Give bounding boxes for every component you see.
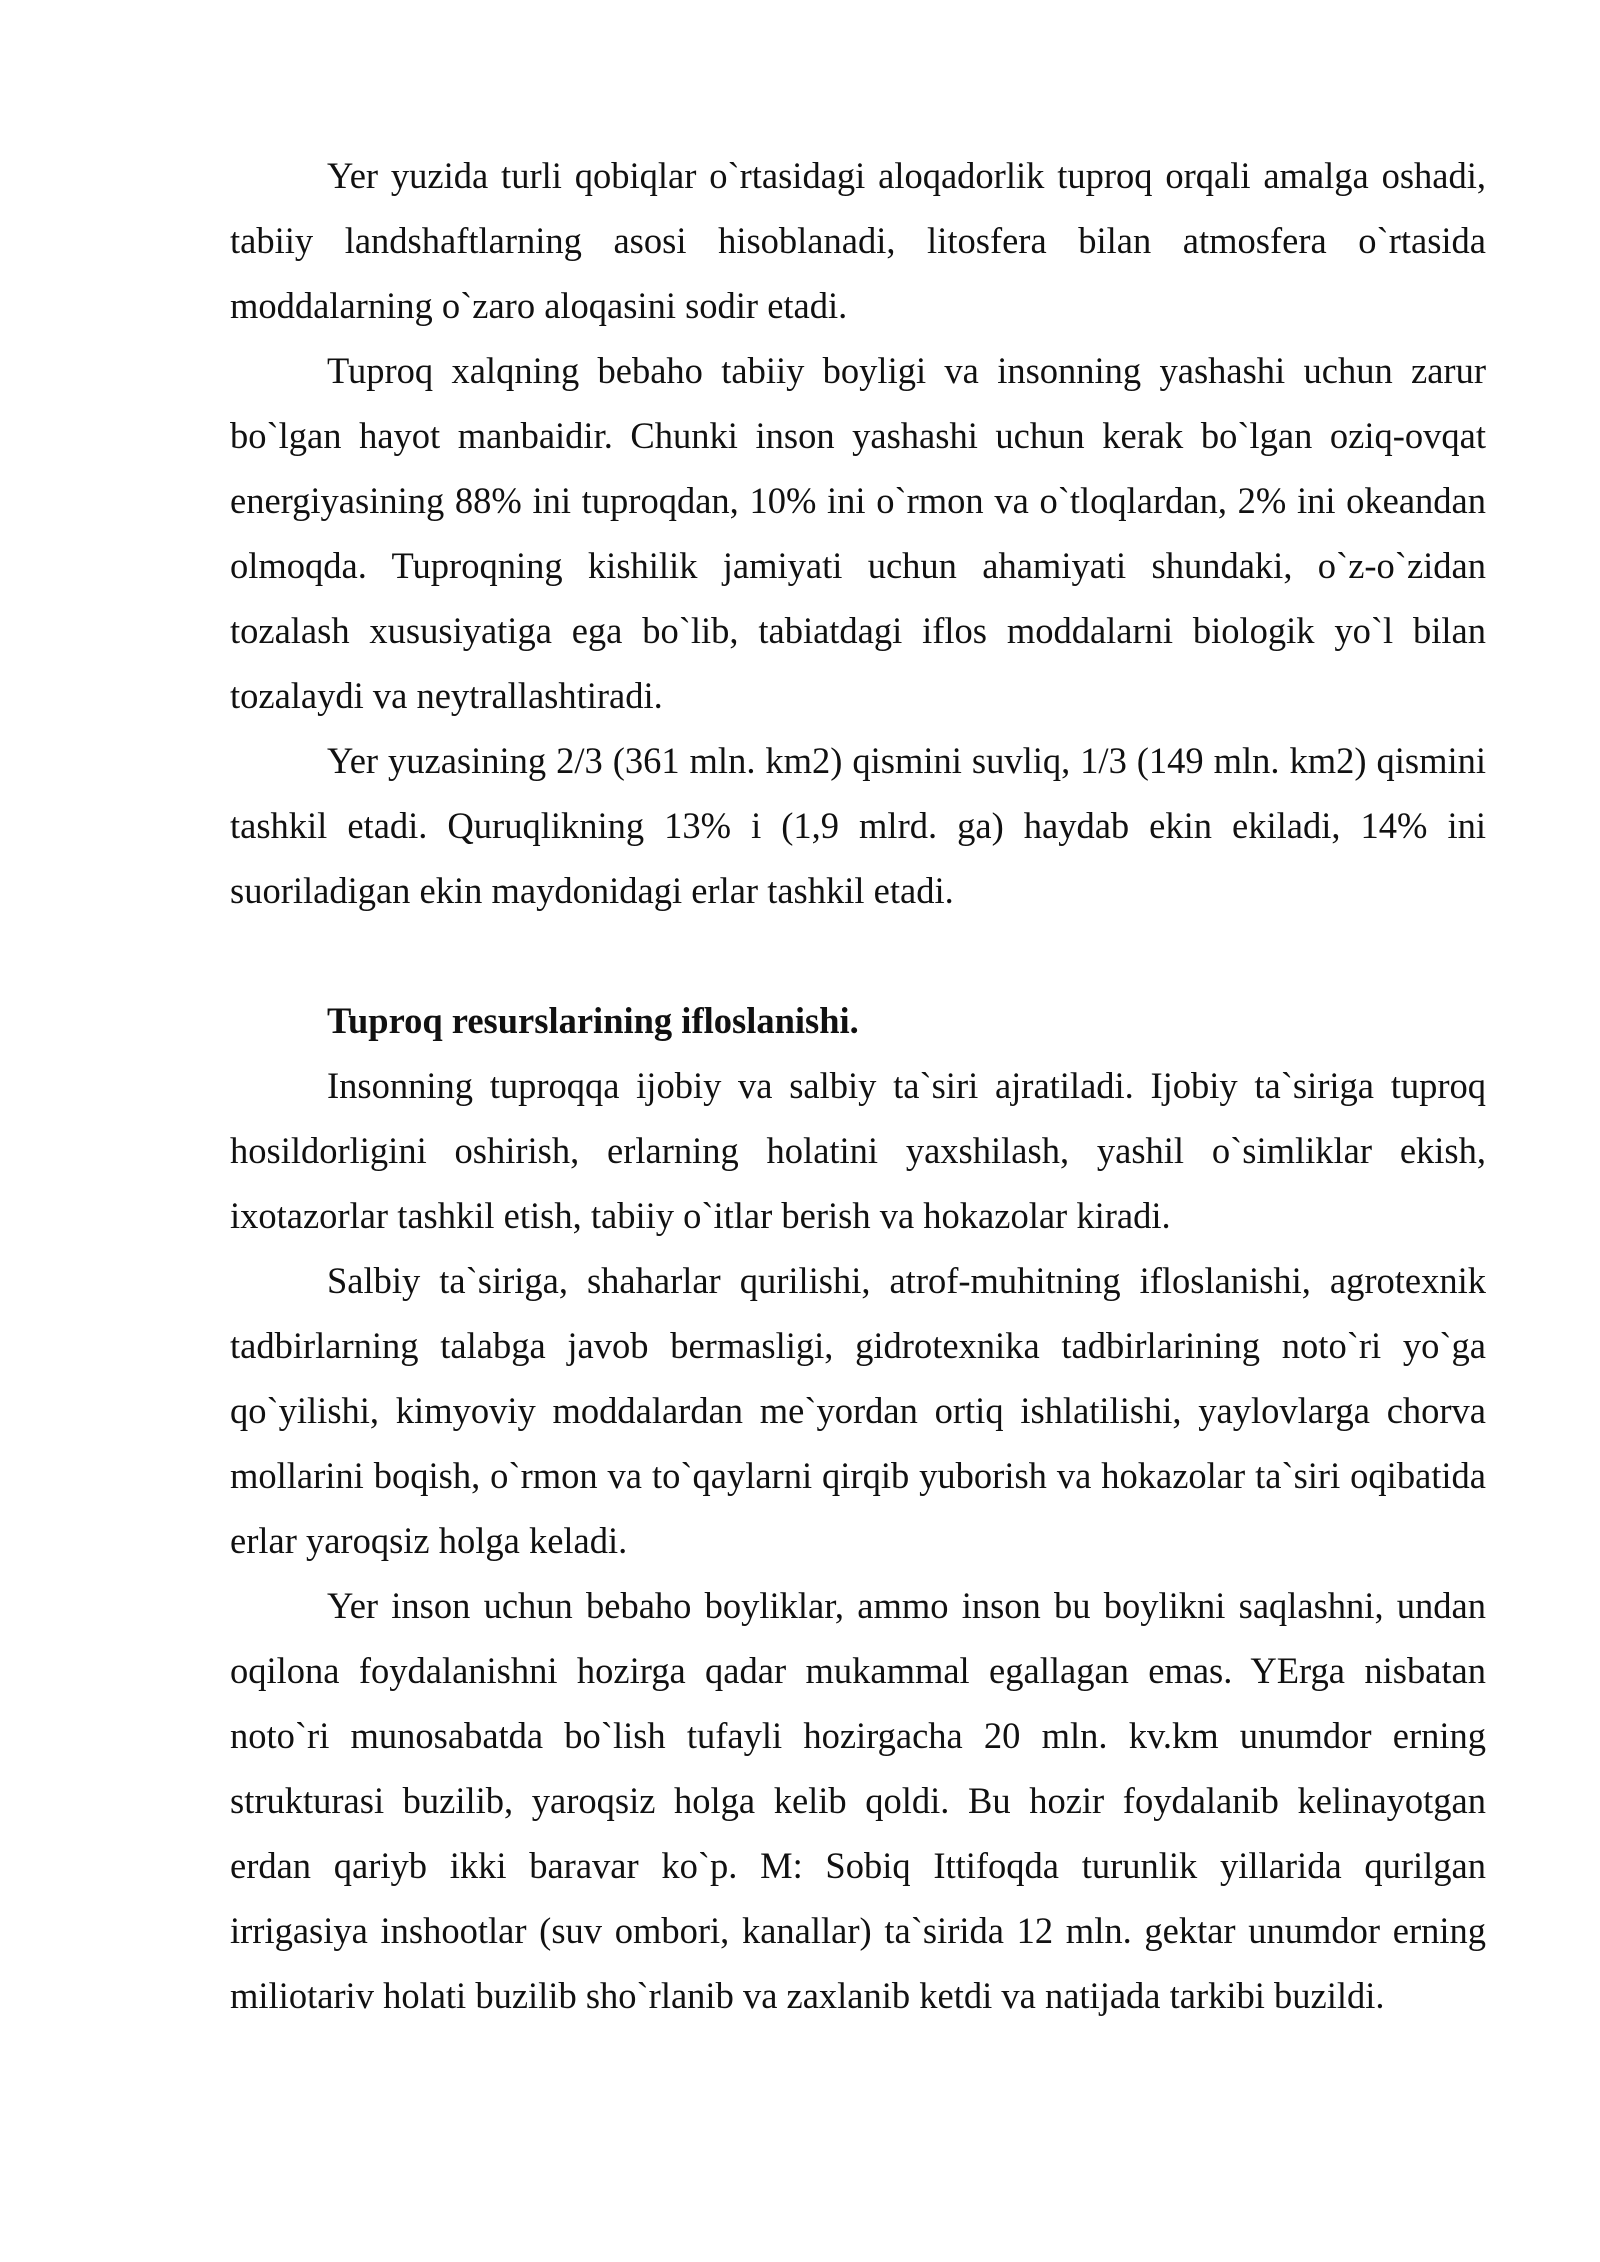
document-body [230,143,1486,2028]
section-spacer [230,923,1486,988]
paragraph-land-degradation: Yer inson uchun bebaho boyliklar, ammo inson bu boylikni saqlashni, undan oqilona foydalanishni hozirga qadar mukammal egallagan emas. YErga nisbatan noto`ri munosabatda bo`lish tufayli hozirgacha 20 mln. kv.km unumdor erning strukturasi buzilib, yaroqsiz holga kelib qoldi. Bu hozir foydalanib kelinayotgan erdan qariyb ikki baravar ko`p. M: Sobiq Ittifoqda turunlik yillarida qurilgan irrigasiya inshootlar (suv ombori, kanallar) ta`sirida 12 mln. gektar unumdor erning miliotariv holati buzilib sho`rlanib va zaxlanib ketdi va natijada tarkibi buzildi. [230,1585,1486,2016]
paragraph-soil-wealth: Tuproq xalqning bebaho tabiiy boyligi va insonning yashashi uchun zarur bo`lgan hayot manbaidir. Chunki inson yashashi uchun kerak bo`lgan oziq-ovqat energiyasining 88% ini tuproqdan, 10% ini o`rmon va o`tloqlardan, 2% ini okeandan olmoqda. Tuproqning kishilik jamiyati uchun ahamiyati shundaki, o`z-o`zidan tozalash xususiyatiga ega bo`lib, tabiatdagi iflos moddalarni biologik yo`l bilan tozalaydi va neytrallashtiradi. [230,350,1486,716]
paragraph-land-surface: Yer yuzasining 2/3 (361 mln. km2) qismini suvliq, 1/3 (149 mln. km2) qismini tashkil etadi. Quruqlikning 13% i (1,9 mlrd. ga) haydab ekin ekiladi, 14% ini suoriladigan ekin maydonidagi erlar tashkil etadi. [230,740,1486,911]
section-heading: Tuproq resurslarining ifloslanishi. [327,1000,859,1041]
paragraph-human-impact: Insonning tuproqqa ijobiy va salbiy ta`siri ajratiladi. Ijobiy ta`siriga tuproq hosildorligini oshirish, erlarning holatini yaxshilash, yashil o`simliklar ekish, ixotazorlar tashkil etish, tabiiy o`itlar berish va hokazolar kiradi. [230,1065,1486,1236]
paragraph-negative-impact: Salbiy ta`siriga, shaharlar qurilishi, atrof-muhitning ifloslanishi, agrotexnik tadbirlarning talabga javob bermasligi, gidrotexnika tadbirlarining noto`ri yo`ga qo`yilishi, kimyoviy moddalardan me`yordan ortiq ishlatilishi, yaylovlarga chorva mollarini boqish, o`rmon va to`qaylarni qirqib yuborish va hokazolar ta`siri oqibatida erlar yaroqsiz holga keladi. [230,1260,1486,1561]
paragraph-soil-connection: Yer yuzida turli qobiqlar o`rtasidagi aloqadorlik tuproq orqali amalga oshadi, tabiiy landshaftlarning asosi hisoblanadi, litosfera bilan atmosfera o`rtasida moddalarning o`zaro aloqasini sodir etadi. [230,155,1486,326]
